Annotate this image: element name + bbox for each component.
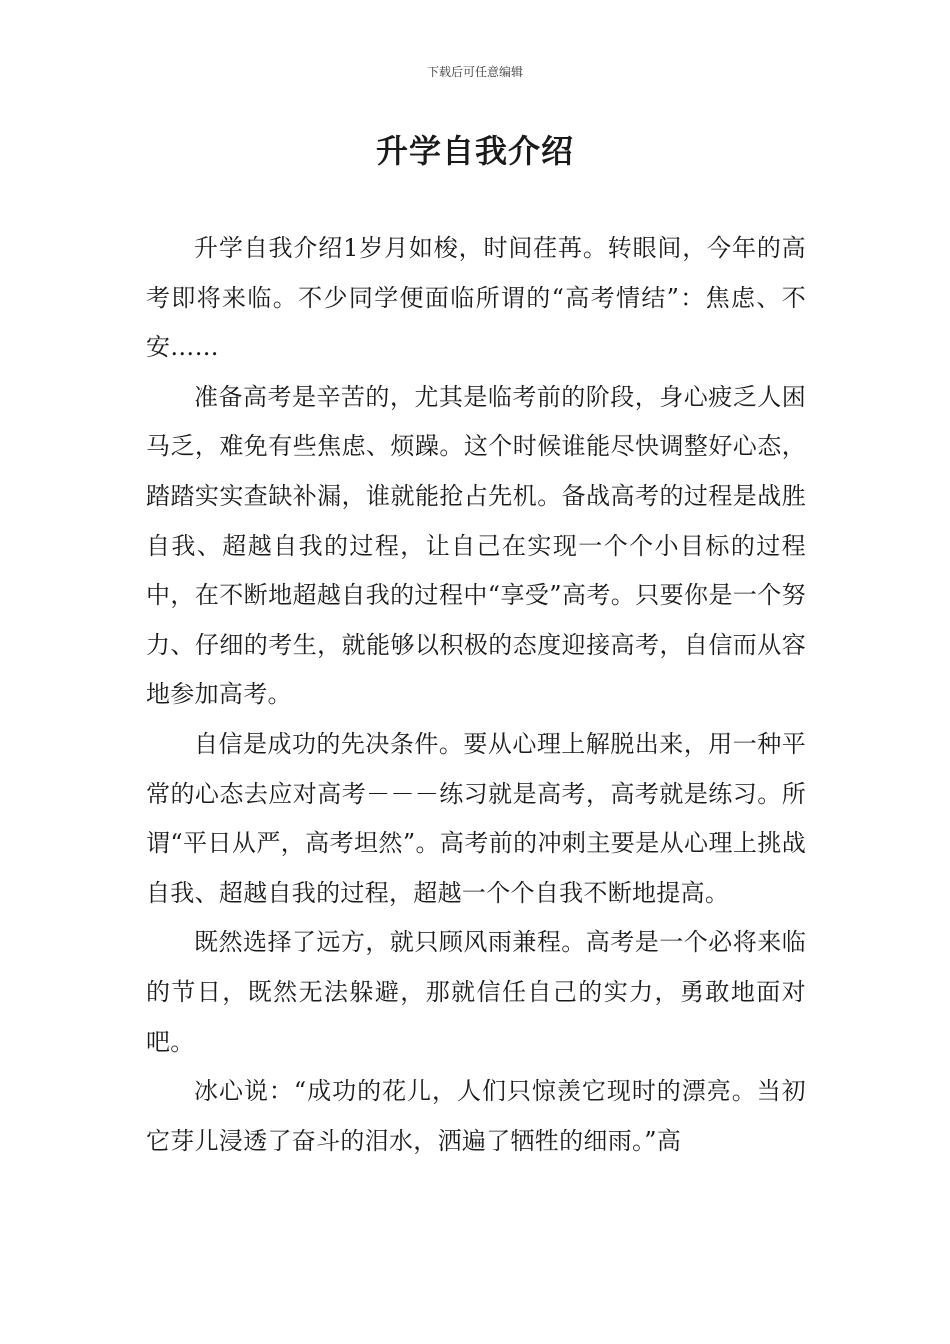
document-body <box>146 224 806 1166</box>
paragraph-4: 既然选择了远方，就只顾风雨兼程。高考是一个必将来临的节日，既然无法躲避，那就信任自己的实力，勇敢地面对吧。 <box>146 928 806 1056</box>
header-note: 下载后可任意编辑 <box>426 65 523 79</box>
page-title: 升学自我介绍 <box>375 132 574 170</box>
paragraph-3: 自信是成功的先决条件。要从心理上解脱出来，用一种平常的心态去应对高考－－－练习就是高考，高考就是练习。所谓“平日从严，高考坦然”。高考前的冲刺主要是从心理上挑战自我、超越自我的过程，超越一个个自我不断地提高。 <box>146 729 806 907</box>
paragraph-2: 准备高考是辛苦的，尤其是临考前的阶段，身心疲乏人困马乏，难免有些焦虑、烦躁。这个时候谁能尽快调整好心态，踏踏实实查缺补漏，谁就能抢占先机。备战高考的过程是战胜自我、超越自我的过程，让自己在实现一个个小目标的过程中，在不断地超越自我的过程中“享受”高考。只要你是一个努力、仔细的考生，就能够以积极的态度迎接高考，自信而从容地参加高考。 <box>146 382 806 709</box>
paragraph-5: 冰心说：“成功的花儿，人们只惊羡它现时的漂亮。当初它芽儿浸透了奋斗的泪水，洒遍了牺牲的细雨。”高 <box>146 1077 806 1155</box>
paragraph-1: 升学自我介绍1岁月如梭，时间荏苒。转眼间，今年的高考即将来临。不少同学便面临所谓的“高考情结”：焦虑、不安…… <box>146 234 806 362</box>
